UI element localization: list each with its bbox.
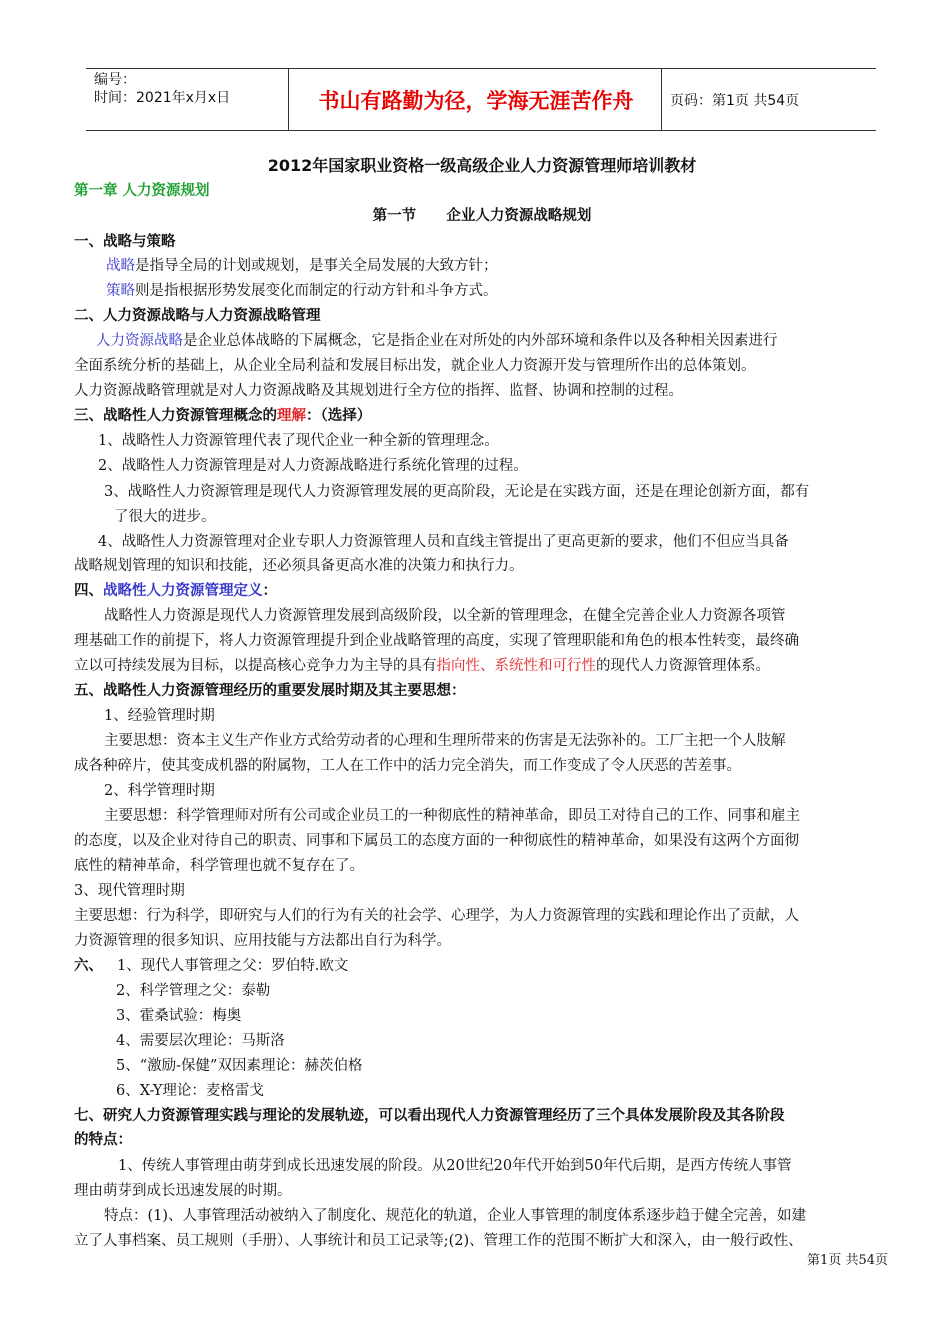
text: 是企业总体战略的下属概念，它是指企业在对所处的内外部环境和条件以及各种相关因素进行 <box>183 333 778 349</box>
highlight: 理解 <box>277 408 306 424</box>
list-item: 4、需要层次理论：马斯洛 <box>116 1033 285 1049</box>
paragraph: 理基础工作的前提下，将人力资源管理提升到企业战略管理的高度，实现了管理职能和角色的根本性转变，最终确 <box>74 633 799 649</box>
paragraph: 立了人事档案、员工规则（手册）、人事统计和员工记录等;(2)、管理工作的范围不断扩大和深入，由一般行政性、 <box>74 1233 803 1249</box>
list-item: 1、经验管理时期 <box>104 708 215 724</box>
heading-7: 七、研究人力资源管理实践与理论的发展轨迹，可以看出现代人力资源管理经历了三个具体发展阶段及其各阶段 <box>74 1108 785 1124</box>
text: 是指导全局的计划或规划，是事关全局发展的大致方针； <box>135 258 498 274</box>
section-heading: 第一节 企业人力资源战略规划 <box>372 208 592 224</box>
heading-7-cont: 的特点： <box>74 1132 132 1148</box>
paragraph <box>74 279 922 303</box>
heading-3 <box>74 404 890 428</box>
paragraph: 全面系统分析的基础上，从企业全局利益和发展目标出发，就企业人力资源开发与管理所作出的总体策划。 <box>74 358 756 374</box>
list-item: 2、战略性人力资源管理是对人力资源战略进行系统化管理的过程。 <box>98 458 528 474</box>
highlight: 战略性人力资源管理定义 <box>103 583 263 599</box>
text: 六、 <box>74 958 103 974</box>
term: 人力资源战略 <box>96 333 183 349</box>
document-title: 2012年国家职业资格一级高级企业人力资源管理师培训教材 <box>267 156 697 175</box>
list-item: 4、战略性人力资源管理对企业专职人力资源管理人员和直线主管提出了更高更新的要求，他们不但应当具备 <box>98 534 789 550</box>
paragraph: 人力资源战略管理就是对人力资源战略及其规划进行全方位的指挥、监督、协调和控制的过程。 <box>74 383 683 399</box>
header-page-info: 页码：第1页 共54页 <box>670 92 800 109</box>
chapter-heading: 第一章 人力资源规划 <box>74 183 210 199</box>
paragraph: 1、传统人事管理由萌芽到成长迅速发展的阶段。从20世纪20年代开始到50年代后期，是西方传统人事管 <box>118 1158 792 1174</box>
header-divider <box>661 69 662 130</box>
paragraph: 特点：(1)、人事管理活动被纳入了制度化、规范化的轨道，企业人事管理的制度体系逐步趋于健全完善，如建 <box>104 1208 807 1224</box>
text: 立以可持续发展为目标，以提高核心竞争力为主导的具有 <box>74 658 437 674</box>
list-item: 2、科学管理时期 <box>104 783 215 799</box>
header-motto: 书山有路勤为径，学海无涯苦作舟 <box>318 88 634 113</box>
paragraph: 主要思想：科学管理师对所有公司或企业员工的一种彻底性的精神革命，即员工对待自己的工作、同事和雇主 <box>104 808 800 824</box>
heading-2: 二、人力资源战略与人力资源战略管理 <box>74 308 321 324</box>
list-item: 5、“激励-保健”双因素理论：赫茨伯格 <box>116 1058 363 1074</box>
paragraph: 底性的精神革命，科学管理也就不复存在了。 <box>74 858 364 874</box>
list-item: 了很大的进步。 <box>114 509 216 525</box>
heading-4 <box>74 579 890 603</box>
header-divider <box>288 69 289 130</box>
paragraph: 理由萌芽到成长迅速发展的时期。 <box>74 1183 292 1199</box>
text: 四、 <box>74 583 103 599</box>
list-item: 2、科学管理之父：泰勒 <box>116 983 271 999</box>
list-item: 3、现代管理时期 <box>74 883 185 899</box>
term: 战略 <box>106 258 135 274</box>
list-item: 1、战略性人力资源管理代表了现代企业一种全新的管理理念。 <box>98 433 499 449</box>
text: 的现代人力资源管理体系。 <box>596 658 770 674</box>
list-item: 战略规划管理的知识和技能，还必须具备更高水准的决策力和执行力。 <box>74 558 524 574</box>
text: ：（选择） <box>306 408 372 424</box>
number-label: 编号： <box>94 72 136 88</box>
date-label: 时间：2021年x月x日 <box>94 90 231 106</box>
header-meta <box>94 71 290 107</box>
text: 三、战略性人力资源管理概念的 <box>74 408 277 424</box>
list-item: 3、霍桑试验：梅奥 <box>116 1008 242 1024</box>
list-item: 3、战略性人力资源管理是现代人力资源管理发展的更高阶段，无论是在实践方面，还是在理论创新方面，都有 <box>104 484 810 500</box>
text: 则是指根据形势发展变化而制定的行动方针和斗争方式。 <box>135 283 498 299</box>
paragraph: 主要思想：资本主义生产作业方式给劳动者的心理和生理所带来的伤害是无法弥补的。工厂主把一个人肢解 <box>104 733 786 749</box>
paragraph <box>74 329 912 353</box>
page-header <box>86 68 876 131</box>
page-footer: 第1页 共54页 <box>807 1253 888 1268</box>
heading-1: 一、战略与策略 <box>74 234 176 250</box>
paragraph: 主要思想：行为科学，即研究与人们的行为有关的社会学、心理学，为人力资源管理的实践和理论作出了贡献，人 <box>74 908 799 924</box>
list-item: 1、现代人事管理之父：罗伯特.欧文 <box>117 958 349 974</box>
paragraph: 成各种碎片，使其变成机器的附属物，工人在工作中的活力完全消失，而工作变成了令人厌恶的苦差事。 <box>74 758 741 774</box>
paragraph: 战略性人力资源是现代人力资源管理发展到高级阶段，以全新的管理理念，在健全完善企业人力资源各项管 <box>104 608 786 624</box>
term: 策略 <box>106 283 135 299</box>
paragraph: 的态度，以及企业对待自己的职责、同事和下属员工的态度方面的一种彻底性的精神革命，如果没有这两个方面彻 <box>74 833 799 849</box>
heading-6 <box>74 954 890 978</box>
heading-5: 五、战略性人力资源管理经历的重要发展时期及其主要思想： <box>74 683 466 699</box>
list-item: 6、X-Y理论：麦格雷戈 <box>116 1083 264 1099</box>
paragraph <box>74 254 922 278</box>
highlight: 指向性、系统性和可行性 <box>436 658 596 674</box>
text: ： <box>262 583 277 599</box>
paragraph <box>74 654 890 678</box>
paragraph: 力资源管理的很多知识、应用技能与方法都出自行为科学。 <box>74 933 451 949</box>
